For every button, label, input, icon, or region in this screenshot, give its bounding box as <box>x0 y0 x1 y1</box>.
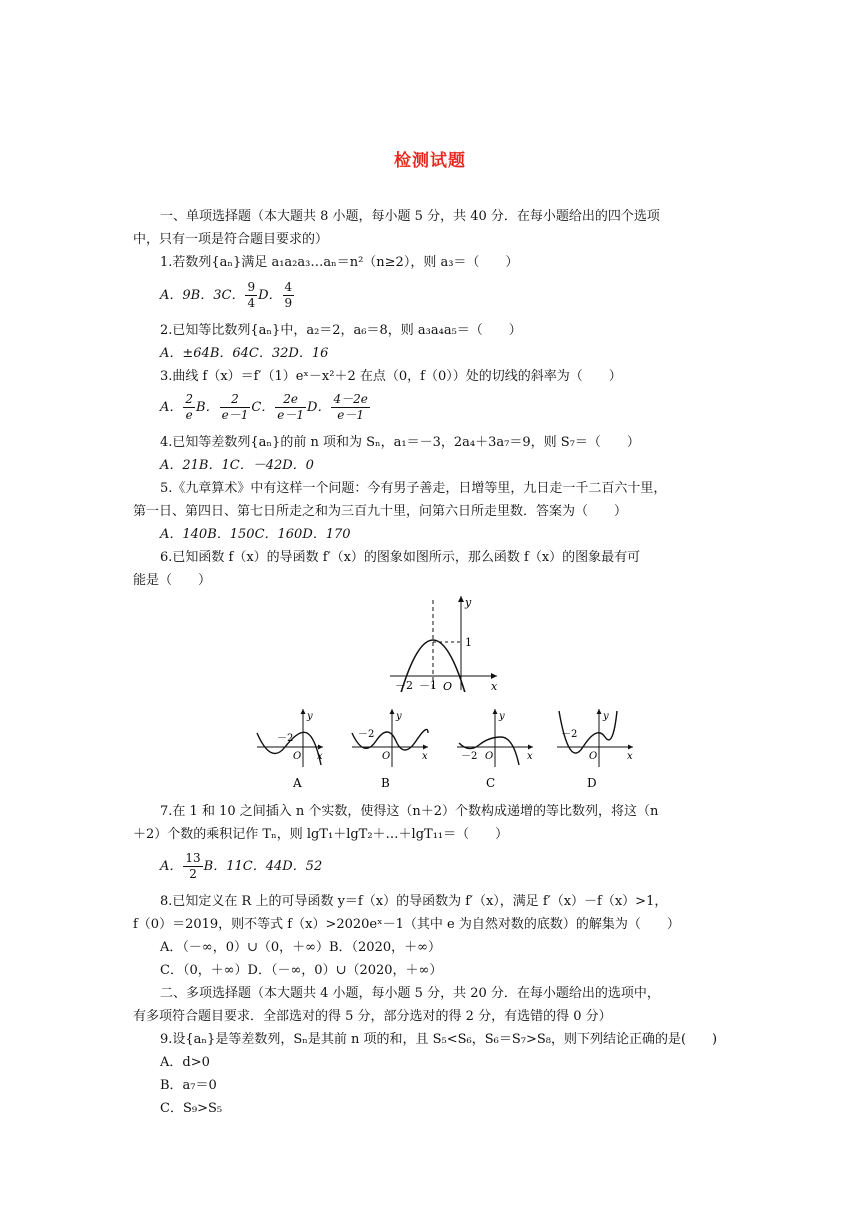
svg-text:－2: －2 <box>277 733 294 744</box>
svg-text:y: y <box>396 711 402 722</box>
svg-text:x: x <box>627 751 633 762</box>
tick-1: 1 <box>465 636 472 649</box>
svg-text:－2: －2 <box>461 751 478 762</box>
question-1-stem: 1.若数列{aₙ}满足 a₁a₂a₃…aₙ＝n²（n≥2），则 a₃＝（ ） <box>160 255 519 270</box>
q1-option-a: A．9 <box>160 288 191 303</box>
y-label: y <box>465 596 472 609</box>
svg-text:－2: －2 <box>561 729 578 740</box>
svg-text:x: x <box>422 751 428 762</box>
question-8-options-2: C．（0，＋∞）D．（－∞，0）∪（2020，＋∞） <box>160 963 443 978</box>
question-6-stem-cont: 能是（ ） <box>133 573 212 588</box>
question-5-stem-cont: 第一日、第四日、第七日所走之和为三百九十里，问第六日所走里数．答案为（ ） <box>133 504 628 519</box>
origin-label: O <box>443 680 453 692</box>
svg-text:x: x <box>527 751 533 762</box>
q7-option-a: A． <box>160 859 183 874</box>
question-8-options-1: A．（－∞，0）∪（0，＋∞）B．（2020，＋∞） <box>160 940 441 955</box>
question-1-options <box>160 279 760 313</box>
question-5-stem: 5.《九章算术》中有这样一个问题：今有男子善走，日增等里，九日走一千二百六十里， <box>160 481 667 496</box>
question-8-stem-cont: f（0）＝2019，则不等式 f（x）>2020eˣ－1（其中 e 为自然对数的底数）的解集为（ ） <box>133 917 680 932</box>
q7-fraction-a: $\frac{13}{2}$ <box>185 851 201 881</box>
q1-fraction-d: $\frac{4}{9}$ <box>284 280 293 310</box>
svg-text:O: O <box>485 751 494 762</box>
q3-option-d: D． <box>307 400 331 415</box>
choice-label-a: A <box>293 776 302 790</box>
q3-fraction-b: $\frac{2}{e-1}$ <box>221 392 249 422</box>
choice-label-c: C <box>486 776 496 790</box>
y-axis-arrow <box>458 596 464 602</box>
svg-text:O: O <box>293 751 302 762</box>
svg-text:y: y <box>307 711 313 722</box>
question-3-stem: 3.曲线 f（x）＝f′（1）eˣ－x²＋2 在点（0，f（0））处的切线的斜率为（ ） <box>160 369 622 384</box>
q1-option-b: B．3 <box>190 288 222 303</box>
q1-fraction-c: $\frac{9}{4}$ <box>247 280 256 310</box>
svg-text:O: O <box>589 751 598 762</box>
q3-option-a: A． <box>160 400 183 415</box>
section-1-heading: 一、单项选择题（本大题共 8 小题，每小题 5 分，共 40 分．在每小题给出的四个选项 <box>160 209 660 224</box>
question-9-option-a: A．d>0 <box>160 1055 210 1070</box>
choice-graph-a <box>257 709 323 790</box>
tick-minus-1: －1 <box>419 679 437 692</box>
question-7-options <box>160 850 760 884</box>
svg-text:－2: －2 <box>358 729 375 740</box>
derivative-graph-figure <box>385 592 505 692</box>
question-3-options <box>160 391 760 425</box>
question-5-options: A．140B．150C．160D．170 <box>160 527 351 542</box>
choice-graphs <box>255 707 675 792</box>
svg-text:x: x <box>317 751 323 762</box>
section-1-heading-cont: 中，只有一项是符合题目要求的） <box>133 232 329 247</box>
q3-option-b: B． <box>196 400 219 415</box>
q3-fraction-c: $\frac{2e}{e-1}$ <box>277 392 305 422</box>
tick-minus-2: －2 <box>395 679 413 692</box>
question-7-stem-cont: ＋2）个数的乘积记作 Tₙ，则 lgT₁＋lgT₂＋…＋lgT₁₁＝（ ） <box>133 827 509 842</box>
question-9-option-b: B．a₇＝0 <box>160 1078 217 1093</box>
svg-text:O: O <box>382 751 391 762</box>
choice-label-b: B <box>381 776 390 790</box>
question-9-option-c: C．S₉>S₅ <box>160 1101 223 1116</box>
q7-options-rest: B．11C．44D．52 <box>203 859 323 874</box>
section-2-heading-cont: 有多项符合题目要求．全部选对的得 5 分，部分选对的得 2 分，有选错的得 0 分） <box>133 1009 612 1024</box>
x-label: x <box>491 680 498 692</box>
q3-option-c: C． <box>251 400 275 415</box>
q1-option-d: D． <box>258 288 282 303</box>
question-4-stem: 4.已知等差数列{aₙ}的前 n 项和为 Sₙ，a₁＝－3，2a₄＋3a₇＝9，则 S₇＝（ ） <box>160 435 640 450</box>
svg-text:y: y <box>499 711 505 722</box>
q1-option-c: C． <box>221 288 245 303</box>
question-2-stem: 2.已知等比数列{aₙ}中，a₂＝2，a₆＝8，则 a₃a₄a₅＝（ ） <box>160 323 522 338</box>
question-9-stem: 9.设{aₙ}是等差数列，Sₙ是其前 n 项的和，且 S₅<S₆，S₆＝S₇>S₈，则下列结论正确的是( ) <box>160 1032 718 1047</box>
choice-label-d: D <box>587 776 597 790</box>
choice-graph-b <box>352 709 428 790</box>
choice-graph-d <box>557 709 633 790</box>
x-axis-arrow <box>491 673 497 679</box>
question-4-options: A．21B．1C．－42D．0 <box>160 458 314 473</box>
choice-graphs-svg <box>255 707 675 792</box>
page-title: 检测试题 <box>394 151 466 171</box>
choice-graph-c <box>457 709 533 790</box>
svg-text:y: y <box>603 711 609 722</box>
q3-fraction-d: $\frac{4-2e}{e-1}$ <box>333 392 368 422</box>
question-2-options: A．±64B．64C．32D．16 <box>160 346 329 361</box>
section-2-heading: 二、多项选择题（本大题共 4 小题，每小题 5 分，共 20 分．在每小题给出的选项中， <box>160 986 660 1001</box>
question-7-stem: 7.在 1 和 10 之间插入 n 个实数，使得这（n＋2）个数构成递增的等比数列，将这（n <box>160 804 659 819</box>
question-6-stem: 6.已知函数 f（x）的导函数 f′（x）的图象如图所示，那么函数 f（x）的图象最有可 <box>160 550 641 565</box>
question-8-stem: 8.已知定义在 R 上的可导函数 y＝f（x）的导函数为 f′（x），满足 f′（x）－f（x）>1， <box>160 894 668 909</box>
q3-fraction-a: $\frac{2}{e}$ <box>185 392 194 422</box>
